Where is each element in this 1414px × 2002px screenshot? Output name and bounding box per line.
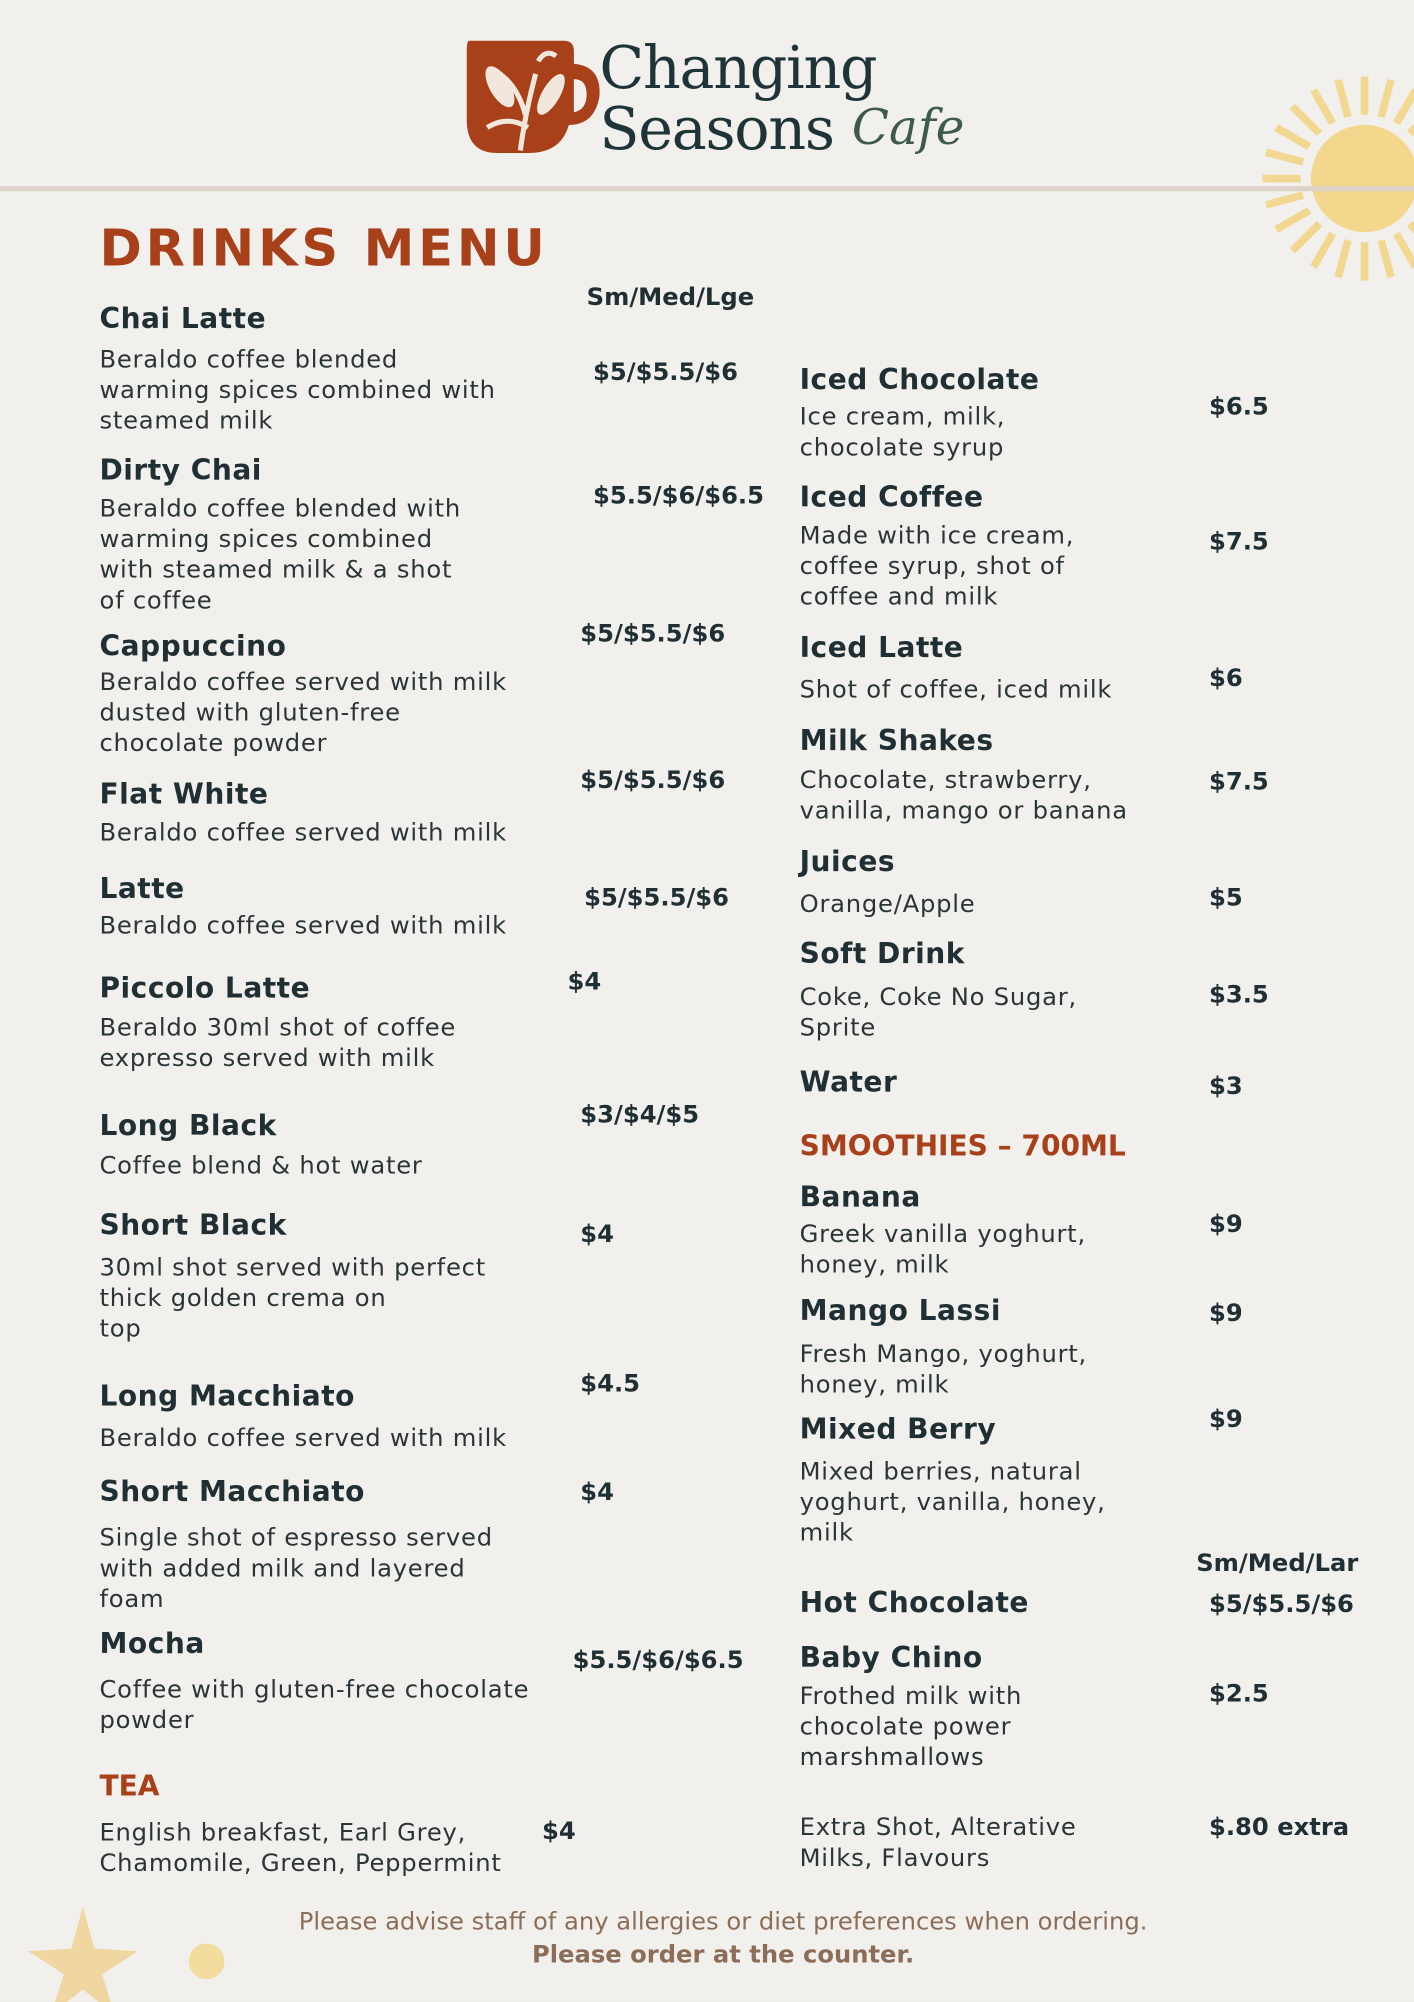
brand-line-1: Changing — [599, 33, 877, 103]
menu-item-price: $5/$5.5/$6 — [580, 766, 726, 795]
menu-item-description: Chamomile, Green, Peppermint — [99, 1849, 502, 1878]
size-header-right: Sm/Med/Lar — [1196, 1549, 1359, 1578]
menu-item-price: $5.5/$6/$6.5 — [572, 1646, 744, 1675]
cafe-cup-logo-icon — [462, 36, 605, 158]
menu-item-description: with added milk and layered — [99, 1554, 466, 1583]
menu-item-price: $4 — [542, 1817, 576, 1846]
menu-item-description: with steamed milk & a shot — [99, 556, 453, 585]
menu-item-name: Juices — [799, 846, 896, 879]
menu-item-description: chocolate syrup — [799, 433, 1005, 462]
menu-item-description: chocolate power — [799, 1712, 1012, 1741]
menu-item-description: Shot of coffee, iced milk — [799, 675, 1113, 704]
menu-item-price: $7.5 — [1208, 767, 1269, 796]
menu-item-description: top — [99, 1314, 142, 1343]
order-note: Please order at the counter. — [531, 1941, 915, 1970]
page-title: DRINKS MENU — [99, 219, 549, 279]
menu-item-price: $2.5 — [1208, 1679, 1269, 1708]
menu-item-description: Frothed milk with — [799, 1682, 1023, 1711]
menu-item-price: $5 — [1208, 883, 1243, 912]
menu-item-description: Coffee with gluten-free chocolate — [99, 1675, 530, 1704]
menu-item-description: warming spices combined with — [99, 376, 496, 405]
menu-item-price: $5/$5.5/$6 — [593, 358, 738, 387]
menu-item-name: Iced Latte — [799, 632, 964, 665]
menu-item-name: Iced Chocolate — [799, 364, 1040, 397]
menu-item-description: honey, milk — [799, 1251, 950, 1280]
menu-item-price: $5/$5.5/$6 — [580, 619, 726, 648]
menu-item-price: $9 — [1208, 1299, 1243, 1328]
menu-item-description: Orange/Apple — [799, 890, 976, 919]
menu-item-description: yoghurt, vanilla, honey, — [799, 1488, 1106, 1517]
menu-item-description: Ice cream, milk, — [799, 402, 1006, 432]
menu-item-description: coffee and milk — [799, 582, 999, 611]
menu-item-price: $5/$5.5/$6 — [1208, 1590, 1354, 1619]
menu-item-name: Mocha — [99, 1628, 205, 1661]
menu-item-name: Soft Drink — [799, 938, 965, 971]
menu-item-description: Chocolate, strawberry, — [799, 766, 1092, 795]
menu-item-price: $3/$4/$5 — [580, 1100, 700, 1129]
menu-item-price: $3.5 — [1208, 980, 1269, 1009]
menu-item-description: vanilla, mango or banana — [799, 797, 1128, 826]
menu-item-name: Water — [799, 1067, 898, 1100]
menu-item-description: Greek vanilla yoghurt, — [799, 1220, 1086, 1249]
menu-item-description: Made with ice cream, — [799, 521, 1075, 550]
menu-item-description: Extra Shot, Alterative — [799, 1813, 1077, 1842]
menu-item-description: coffee syrup, shot of — [799, 552, 1065, 581]
menu-item-description: Coke, Coke No Sugar, — [799, 983, 1077, 1012]
menu-item-description: Beraldo coffee blended — [99, 345, 399, 374]
menu-item-description: powder — [99, 1706, 195, 1735]
menu-item-description: chocolate powder — [99, 729, 328, 758]
menu-item-description: foam — [99, 1585, 165, 1614]
menu-item-description: milk — [799, 1518, 854, 1547]
menu-item-description: Fresh Mango, yoghurt, — [799, 1340, 1088, 1369]
menu-item-name: Hot Chocolate — [799, 1587, 1029, 1620]
menu-item-description: Mixed berries, natural — [799, 1457, 1082, 1486]
menu-item-price: $.80 extra — [1208, 1813, 1350, 1842]
menu-item-price: $4 — [567, 967, 602, 997]
menu-item-name: Chai Latte — [99, 303, 267, 336]
menu-item-description: Beraldo 30ml shot of coffee — [99, 1013, 457, 1042]
size-header-left: Sm/Med/Lge — [586, 283, 755, 312]
menu-item-price: $4.5 — [580, 1369, 641, 1398]
menu-item-description: Beraldo coffee served with milk — [99, 911, 507, 940]
menu-item-description: English breakfast, Earl Grey, — [99, 1818, 467, 1847]
menu-item-description: 30ml shot served with perfect — [99, 1253, 486, 1282]
menu-item-description: Beraldo coffee served with milk — [99, 818, 507, 847]
menu-item-name: Piccolo Latte — [99, 973, 311, 1005]
brand-line-3: Cafe — [851, 99, 965, 156]
menu-item-price: $4 — [580, 1478, 614, 1507]
menu-item-name: Short Macchiato — [99, 1476, 365, 1509]
menu-item-description: Single shot of espresso served — [99, 1523, 493, 1553]
menu-item-price: $5/$5.5/$6 — [584, 883, 730, 912]
menu-item-price: $6.5 — [1208, 392, 1269, 421]
menu-item-name: Mixed Berry — [799, 1414, 997, 1447]
menu-item-name: Dirty Chai — [99, 455, 262, 488]
header-divider — [0, 186, 1414, 191]
menu-item-price: $5.5/$6/$6.5 — [593, 482, 765, 511]
menu-item-name: Short Black — [99, 1210, 287, 1243]
section-heading: TEA — [99, 1771, 160, 1804]
menu-item-name: Flat White — [99, 779, 269, 812]
menu-item-description: honey, milk — [799, 1370, 950, 1400]
menu-item-price: $6 — [1208, 664, 1243, 693]
menu-item-name: Mango Lassi — [799, 1295, 1002, 1328]
menu-item-price: $9 — [1208, 1210, 1243, 1239]
menu-item-description: dusted with gluten-free — [99, 698, 401, 727]
menu-item-name: Latte — [99, 873, 185, 906]
menu-item-description: Beraldo coffee blended with — [99, 494, 462, 523]
section-heading: SMOOTHIES – 700ML — [799, 1131, 1126, 1164]
menu-item-description: of coffee — [99, 586, 213, 615]
starfish-icon — [26, 1900, 243, 2002]
menu-item-description: warming spices combined — [99, 525, 433, 554]
menu-item-description: Milks, Flavours — [799, 1844, 991, 1873]
menu-item-description: Beraldo coffee served with milk — [99, 668, 507, 697]
menu-item-description: steamed milk — [99, 406, 274, 435]
menu-item-name: Cappuccino — [99, 631, 287, 664]
menu-item-name: Baby Chino — [799, 1642, 983, 1675]
menu-item-description: Sprite — [799, 1013, 877, 1042]
menu-item-description: expresso served with milk — [99, 1044, 435, 1073]
menu-item-price: $9 — [1208, 1405, 1243, 1434]
menu-item-description: thick golden crema on — [99, 1284, 387, 1313]
menu-item-description: Coffee blend & hot water — [99, 1151, 423, 1180]
brand-line-2: Seasons — [599, 94, 834, 164]
menu-item-name: Long Macchiato — [99, 1381, 355, 1414]
menu-item-name: Banana — [799, 1182, 921, 1215]
menu-item-price: $4 — [580, 1220, 614, 1249]
menu-item-description: marshmallows — [799, 1743, 985, 1772]
menu-item-name: Long Black — [99, 1110, 277, 1143]
allergy-note: Please advise staff of any allergies or diet preferences when ordering. — [298, 1907, 1148, 1936]
menu-item-price: $3 — [1208, 1072, 1243, 1101]
menu-item-name: Iced Coffee — [799, 482, 984, 514]
menu-item-description: Beraldo coffee served with milk — [99, 1424, 507, 1453]
menu-item-name: Milk Shakes — [799, 725, 994, 758]
menu-item-price: $7.5 — [1208, 527, 1269, 557]
